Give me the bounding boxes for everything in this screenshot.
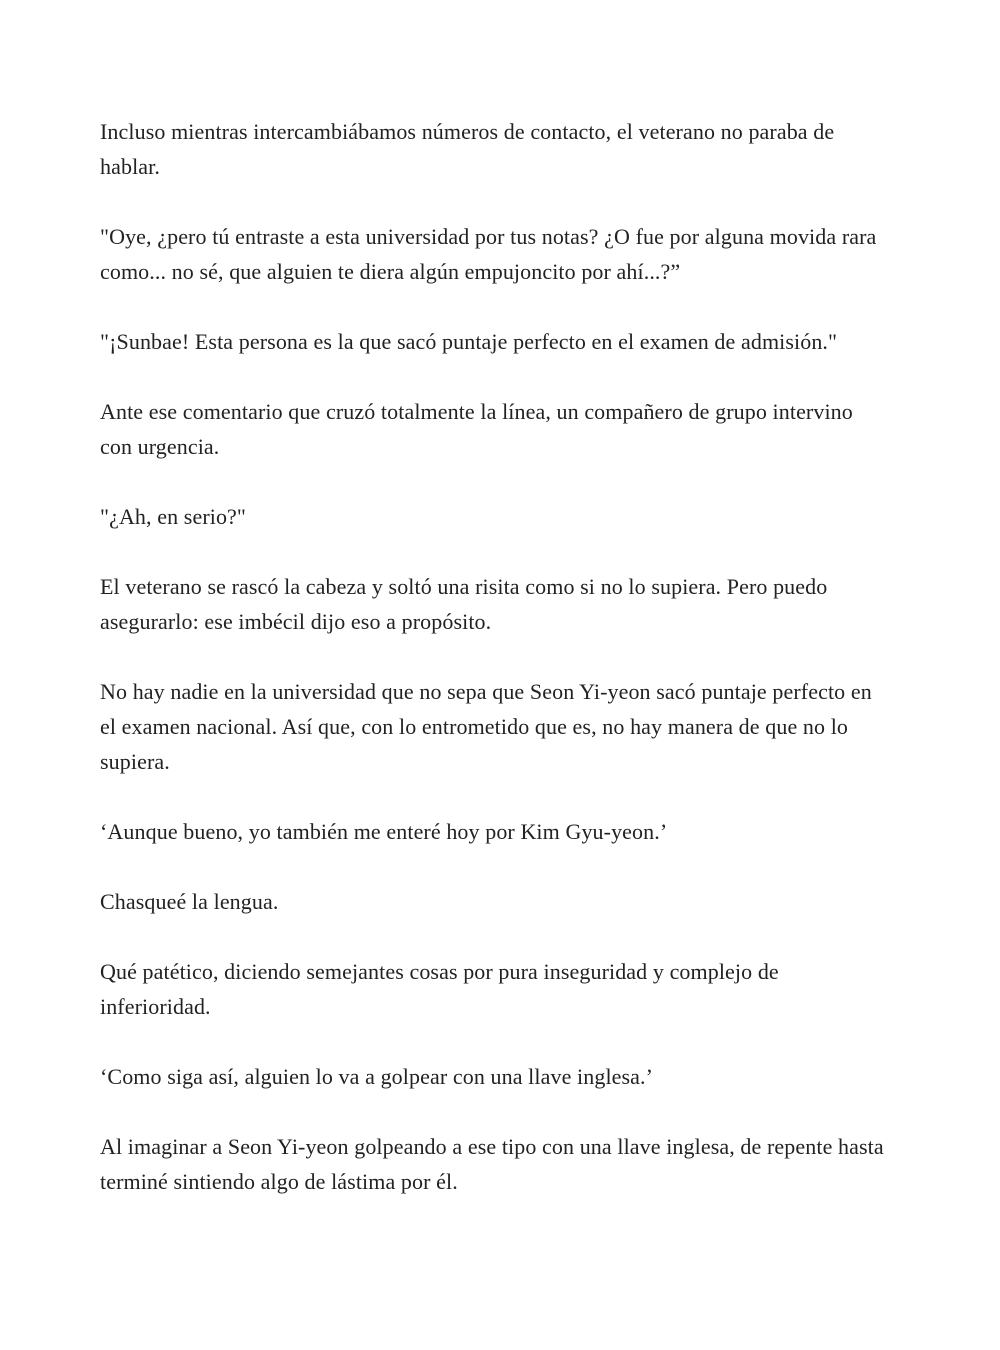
paragraph-1: Incluso mientras intercambiábamos números de contacto, el veterano no paraba de hablar. bbox=[100, 119, 835, 179]
paragraph-4: Ante ese comentario que cruzó totalmente la línea, un compañero de grupo intervino con urgencia. bbox=[100, 399, 853, 459]
paragraph-2: "Oye, ¿pero tú entraste a esta universidad por tus notas? ¿O fue por alguna movida rara como... no sé, que alguien te diera algún empujoncito por ahí...?” bbox=[100, 224, 877, 284]
paragraph-9: Chasqueé la lengua. bbox=[100, 889, 279, 914]
paragraph-8: ‘Aunque bueno, yo también me enteré hoy por Kim Gyu-yeon.’ bbox=[100, 819, 668, 844]
paragraph-7: No hay nadie en la universidad que no sepa que Seon Yi-yeon sacó puntaje perfecto en el examen nacional. Así que, con lo entrometido que es, no hay manera de que no lo supiera. bbox=[100, 679, 872, 774]
document-body bbox=[100, 114, 890, 1199]
paragraph-12: Al imaginar a Seon Yi-yeon golpeando a ese tipo con una llave inglesa, de repente hasta terminé sintiendo algo de lástima por él. bbox=[100, 1134, 884, 1194]
paragraph-6: El veterano se rascó la cabeza y soltó una risita como si no lo supiera. Pero puedo asegurarlo: ese imbécil dijo eso a propósito. bbox=[100, 574, 828, 634]
paragraph-5: "¿Ah, en serio?" bbox=[100, 504, 247, 529]
paragraph-11: ‘Como siga así, alguien lo va a golpear con una llave inglesa.’ bbox=[100, 1064, 654, 1089]
paragraph-3: "¡Sunbae! Esta persona es la que sacó puntaje perfecto en el examen de admisión." bbox=[100, 329, 838, 354]
paragraph-10: Qué patético, diciendo semejantes cosas por pura inseguridad y complejo de inferioridad. bbox=[100, 959, 779, 1019]
